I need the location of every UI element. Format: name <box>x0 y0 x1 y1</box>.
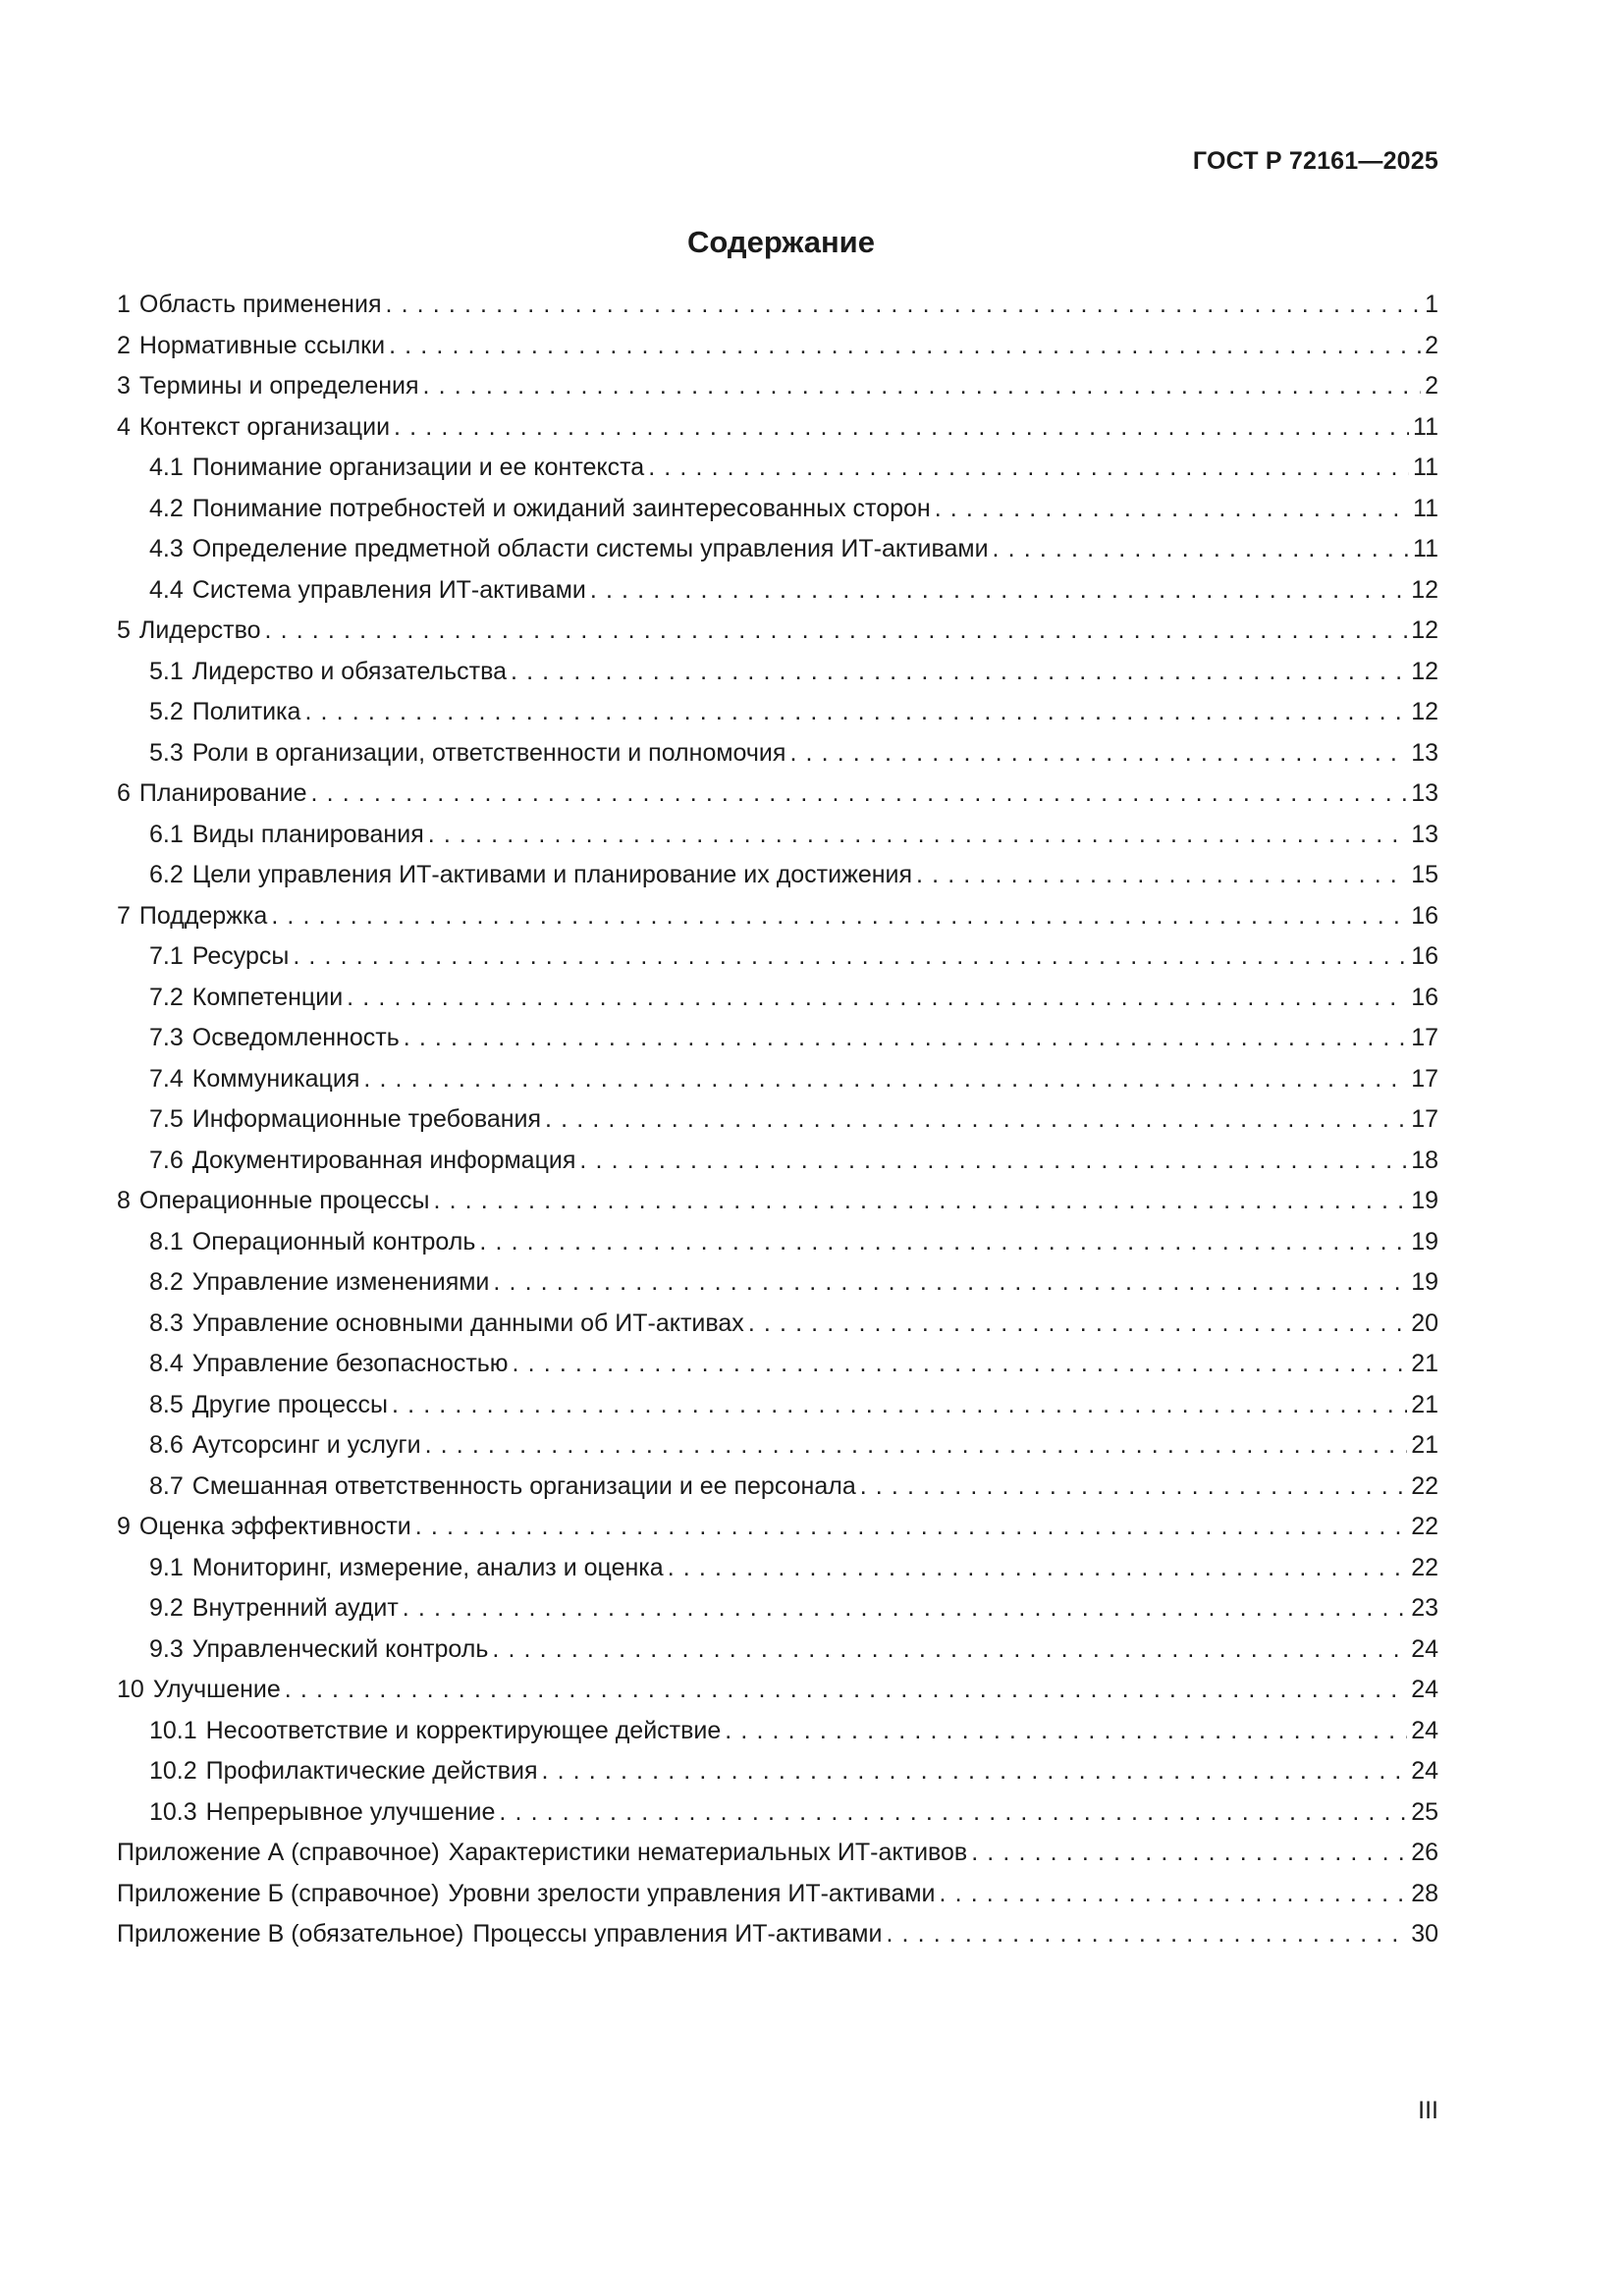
toc-entry-page: 16 <box>1411 942 1438 970</box>
toc-entry-page: 26 <box>1411 1839 1438 1866</box>
toc-entry[interactable] <box>117 1099 1438 1141</box>
dot-leader <box>311 774 1408 815</box>
dot-leader <box>385 285 1421 326</box>
dot-leader <box>545 1099 1407 1141</box>
dot-leader <box>886 1914 1407 1955</box>
dot-leader <box>285 1670 1407 1711</box>
toc-entry-label: Определение предметной области системы управления ИТ-активами <box>191 535 989 562</box>
toc-entry-page: 28 <box>1411 1879 1438 1907</box>
toc-entry-label: Другие процессы <box>191 1390 389 1418</box>
toc-entry-page: 11 <box>1413 454 1438 481</box>
toc-entry-number: 8.5 <box>149 1390 184 1418</box>
toc-entry-page: 22 <box>1411 1471 1438 1500</box>
toc-entry-label: Непрерывное улучшение <box>205 1797 496 1826</box>
toc-entry[interactable] <box>117 1629 1438 1671</box>
toc-entry-number: 9 <box>117 1513 131 1540</box>
toc-entry[interactable] <box>117 611 1438 652</box>
toc-entry[interactable] <box>117 1670 1438 1711</box>
toc-entry-page: 16 <box>1411 983 1438 1011</box>
toc-entry-page: 22 <box>1411 1513 1438 1540</box>
toc-entry-page: 2 <box>1425 331 1438 359</box>
toc-entry[interactable] <box>117 936 1438 978</box>
toc-entry-label: Система управления ИТ-активами <box>191 575 586 604</box>
toc-entry-number: 6.2 <box>149 861 184 888</box>
toc-entry[interactable] <box>117 1792 1438 1834</box>
toc-entry-number: 8.6 <box>149 1431 184 1459</box>
toc-entry-number: Приложение А (справочное) <box>117 1839 440 1866</box>
toc-entry[interactable] <box>117 570 1438 612</box>
toc-entry-label: Улучшение <box>152 1676 281 1703</box>
toc-entry-page: 24 <box>1411 1716 1438 1744</box>
toc-entry[interactable] <box>117 692 1438 733</box>
toc-entry-page: 21 <box>1411 1431 1438 1459</box>
toc-entry-number: 5.3 <box>149 738 184 767</box>
table-of-contents <box>117 285 1438 1955</box>
toc-entry-number: 4 <box>117 412 131 441</box>
toc-entry-number: 9.2 <box>149 1594 184 1622</box>
toc-entry[interactable] <box>117 489 1438 530</box>
toc-entry[interactable] <box>117 1711 1438 1752</box>
toc-entry-page: 24 <box>1411 1757 1438 1785</box>
dot-leader <box>940 1874 1408 1915</box>
toc-entry-number: 4.2 <box>149 494 184 522</box>
toc-entry[interactable] <box>117 529 1438 570</box>
toc-entry[interactable] <box>117 774 1438 815</box>
toc-entry[interactable] <box>117 1914 1438 1955</box>
toc-entry-page: 12 <box>1411 575 1438 604</box>
toc-entry-number: 9.1 <box>149 1553 184 1581</box>
dot-leader <box>389 326 1421 367</box>
toc-entry-page: 19 <box>1411 1187 1438 1214</box>
toc-entry-label: Понимание потребностей и ожиданий заинтересованных сторон <box>191 494 931 522</box>
dot-leader <box>392 1385 1407 1426</box>
toc-entry-label: Понимание организации и ее контекста <box>191 454 645 481</box>
toc-entry-number: 8 <box>117 1187 131 1214</box>
toc-entry-label: Профилактические действия <box>205 1757 538 1785</box>
toc-entry-number: 8.7 <box>149 1471 184 1500</box>
toc-entry-label: Управление изменениями <box>191 1268 490 1296</box>
toc-entry-number: 7.6 <box>149 1146 184 1174</box>
dot-leader <box>748 1304 1407 1345</box>
dot-leader <box>363 1059 1407 1100</box>
dot-leader <box>394 407 1409 449</box>
dot-leader <box>668 1548 1408 1589</box>
toc-entry[interactable] <box>117 1507 1438 1548</box>
toc-entry-label: Осведомленность <box>191 1024 400 1051</box>
toc-entry[interactable] <box>117 1548 1438 1589</box>
toc-entry-number: 7.4 <box>149 1064 184 1093</box>
dot-leader <box>860 1467 1407 1508</box>
toc-entry-page: 23 <box>1411 1594 1438 1622</box>
toc-entry[interactable] <box>117 1833 1438 1874</box>
toc-entry-label: Мониторинг, измерение, анализ и оценка <box>191 1553 664 1581</box>
toc-entry-number: 2 <box>117 331 131 359</box>
toc-entry-page: 1 <box>1425 291 1438 318</box>
toc-entry-number: 1 <box>117 291 131 318</box>
dot-leader <box>725 1711 1407 1752</box>
dot-leader <box>265 611 1408 652</box>
dot-leader <box>579 1141 1407 1182</box>
toc-entry[interactable] <box>117 1018 1438 1059</box>
toc-entry-label: Область применения <box>138 291 382 318</box>
toc-entry-page: 22 <box>1411 1553 1438 1581</box>
toc-entry[interactable] <box>117 1262 1438 1304</box>
toc-entry[interactable] <box>117 1588 1438 1629</box>
dot-leader <box>493 1262 1407 1304</box>
dot-leader <box>590 570 1407 612</box>
toc-entry-number: Приложение Б (справочное) <box>117 1879 440 1907</box>
toc-entry-page: 13 <box>1411 820 1438 848</box>
toc-entry-label: Операционный контроль <box>191 1227 476 1255</box>
toc-entry[interactable] <box>117 733 1438 774</box>
toc-entry-page: 20 <box>1411 1308 1438 1337</box>
toc-entry-number: 4.4 <box>149 575 184 604</box>
toc-entry-page: 19 <box>1411 1268 1438 1296</box>
toc-entry-page: 13 <box>1411 738 1438 767</box>
toc-entry[interactable] <box>117 1304 1438 1345</box>
toc-entry-page: 18 <box>1411 1146 1438 1174</box>
dot-leader <box>433 1181 1407 1222</box>
toc-entry-label: Аутсорсинг и услуги <box>191 1431 421 1459</box>
dot-leader <box>916 855 1407 896</box>
toc-entry-number: 7.1 <box>149 942 184 970</box>
toc-entry-label: Документированная информация <box>191 1146 576 1174</box>
toc-entry[interactable] <box>117 366 1438 407</box>
toc-entry-label: Управление основными данными об ИТ-активах <box>191 1308 744 1337</box>
toc-entry-page: 12 <box>1411 698 1438 725</box>
toc-entry-page: 11 <box>1413 412 1438 441</box>
toc-entry-label: Несоответствие и корректирующее действие <box>205 1716 722 1744</box>
toc-entry-number: 10.1 <box>149 1716 197 1744</box>
dot-leader <box>293 936 1407 978</box>
toc-entry-number: 8.1 <box>149 1227 184 1255</box>
toc-entry-number: 7 <box>117 901 131 930</box>
toc-entry[interactable] <box>117 652 1438 693</box>
toc-entry-page: 30 <box>1411 1920 1438 1948</box>
toc-entry-page: 17 <box>1411 1105 1438 1133</box>
toc-entry-number: Приложение В (обязательное) <box>117 1920 464 1948</box>
toc-entry-page: 12 <box>1411 657 1438 685</box>
toc-entry-page: 16 <box>1411 901 1438 930</box>
toc-entry-page: 12 <box>1411 616 1438 644</box>
toc-entry-label: Лидерство и обязательства <box>191 657 507 685</box>
toc-entry-label: Термины и определения <box>138 372 419 400</box>
toc-entry-label: Смешанная ответственность организации и ее персонала <box>191 1471 856 1500</box>
dot-leader <box>428 815 1407 856</box>
toc-entry-label: Политика <box>191 698 301 725</box>
toc-entry-page: 13 <box>1411 779 1438 807</box>
toc-entry[interactable] <box>117 978 1438 1019</box>
toc-entry-number: 4.3 <box>149 535 184 562</box>
dot-leader <box>347 978 1407 1019</box>
toc-entry[interactable] <box>117 1141 1438 1182</box>
toc-entry-label: Компетенции <box>191 983 344 1011</box>
toc-entry-page: 17 <box>1411 1064 1438 1093</box>
dot-leader <box>415 1507 1407 1548</box>
dot-leader <box>403 1588 1407 1629</box>
toc-entry-label: Управленческий контроль <box>191 1634 489 1663</box>
page-number: III <box>1418 2097 1438 2124</box>
toc-entry[interactable] <box>117 1385 1438 1426</box>
dot-leader <box>789 733 1407 774</box>
dot-leader <box>971 1833 1407 1874</box>
toc-entry[interactable] <box>117 855 1438 896</box>
toc-entry-label: Планирование <box>138 779 307 807</box>
toc-entry-label: Лидерство <box>138 616 261 644</box>
toc-entry[interactable] <box>117 1751 1438 1792</box>
dot-leader <box>648 448 1409 489</box>
toc-entry-number: 10 <box>117 1676 144 1703</box>
toc-entry-number: 3 <box>117 372 131 400</box>
dot-leader <box>304 692 1407 733</box>
toc-entry-label: Контекст организации <box>138 412 391 441</box>
toc-entry-label: Управление безопасностью <box>191 1350 509 1377</box>
dot-leader <box>993 529 1410 570</box>
toc-entry[interactable] <box>117 285 1438 326</box>
toc-entry-page: 24 <box>1411 1634 1438 1663</box>
toc-entry[interactable] <box>117 326 1438 367</box>
toc-title: Содержание <box>687 225 875 259</box>
toc-entry[interactable] <box>117 1425 1438 1467</box>
toc-entry-number: 8.2 <box>149 1268 184 1296</box>
toc-entry-page: 25 <box>1411 1797 1438 1826</box>
dot-leader <box>425 1425 1408 1467</box>
dot-leader <box>479 1222 1407 1263</box>
toc-entry-number: 5.1 <box>149 657 184 685</box>
toc-entry[interactable] <box>117 1181 1438 1222</box>
toc-entry-page: 2 <box>1425 372 1438 400</box>
toc-entry-label: Процессы управления ИТ-активами <box>472 1920 883 1948</box>
toc-entry-number: 10.2 <box>149 1757 197 1785</box>
toc-entry[interactable] <box>117 1874 1438 1915</box>
toc-entry[interactable] <box>117 815 1438 856</box>
toc-entry-page: 11 <box>1413 535 1438 562</box>
toc-entry-page: 21 <box>1411 1350 1438 1377</box>
dot-leader <box>499 1792 1407 1834</box>
toc-entry-number: 7.3 <box>149 1024 184 1051</box>
toc-entry-page: 19 <box>1411 1227 1438 1255</box>
toc-entry-number: 10.3 <box>149 1797 197 1826</box>
toc-entry-number: 9.3 <box>149 1634 184 1663</box>
toc-entry-label: Коммуникация <box>191 1064 360 1093</box>
toc-entry-number: 5 <box>117 616 131 644</box>
toc-entry-label: Оценка эффективности <box>138 1513 411 1540</box>
toc-entry[interactable] <box>117 407 1438 449</box>
toc-entry-number: 7.5 <box>149 1105 184 1133</box>
toc-entry-label: Цели управления ИТ-активами и планирование их достижения <box>191 861 913 888</box>
toc-entry[interactable] <box>117 1467 1438 1508</box>
toc-entry-label: Виды планирования <box>191 820 424 848</box>
toc-entry-page: 11 <box>1413 494 1438 522</box>
toc-entry-number: 5.2 <box>149 698 184 725</box>
toc-entry-label: Информационные требования <box>191 1105 542 1133</box>
toc-entry-number: 6 <box>117 779 131 807</box>
toc-entry[interactable] <box>117 1059 1438 1100</box>
dot-leader <box>541 1751 1407 1792</box>
dot-leader <box>404 1018 1407 1059</box>
toc-entry[interactable] <box>117 448 1438 489</box>
toc-entry-label: Внутренний аудит <box>191 1594 399 1622</box>
document-code: ГОСТ Р 72161—2025 <box>1192 147 1438 175</box>
toc-entry-number: 8.3 <box>149 1308 184 1337</box>
toc-entry-number: 8.4 <box>149 1350 184 1377</box>
toc-entry-page: 21 <box>1411 1390 1438 1418</box>
toc-entry[interactable] <box>117 1222 1438 1263</box>
toc-entry[interactable] <box>117 1344 1438 1385</box>
toc-entry-page: 24 <box>1411 1676 1438 1703</box>
dot-leader <box>423 366 1422 407</box>
toc-entry[interactable] <box>117 896 1438 937</box>
toc-entry-number: 7.2 <box>149 983 184 1011</box>
toc-entry-label: Операционные процессы <box>138 1187 430 1214</box>
dot-leader <box>511 652 1407 693</box>
toc-entry-label: Уровни зрелости управления ИТ-активами <box>448 1879 936 1907</box>
dot-leader <box>935 489 1409 530</box>
toc-entry-page: 17 <box>1411 1024 1438 1051</box>
toc-entry-label: Поддержка <box>138 901 268 930</box>
toc-entry-label: Нормативные ссылки <box>138 331 386 359</box>
toc-entry-label: Ресурсы <box>191 942 290 970</box>
toc-entry-label: Роли в организации, ответственности и полномочия <box>191 738 786 767</box>
dot-leader <box>513 1344 1408 1385</box>
dot-leader <box>492 1629 1407 1671</box>
toc-entry-label: Характеристики нематериальных ИТ-активов <box>448 1839 968 1866</box>
toc-entry-page: 15 <box>1411 861 1438 888</box>
toc-entry-number: 6.1 <box>149 820 184 848</box>
dot-leader <box>271 896 1407 937</box>
toc-entry-number: 4.1 <box>149 454 184 481</box>
